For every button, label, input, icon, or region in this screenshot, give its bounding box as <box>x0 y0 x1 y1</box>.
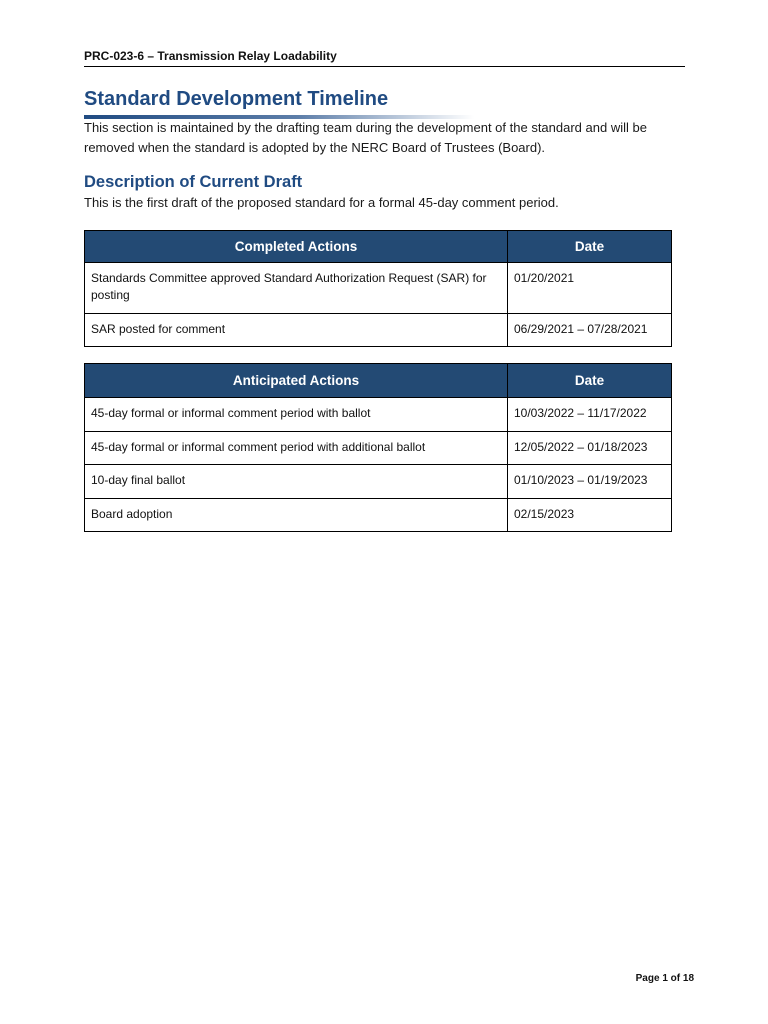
action-cell: Standards Committee approved Standard Authorization Request (SAR) for posting <box>85 263 508 314</box>
action-cell: 10-day final ballot <box>85 465 508 499</box>
date-cell: 10/03/2022 – 11/17/2022 <box>508 398 672 432</box>
action-cell: SAR posted for comment <box>85 314 508 347</box>
document-id-title: PRC-023-6 – Transmission Relay Loadability <box>84 49 337 63</box>
action-cell: 45-day formal or informal comment period with additional ballot <box>85 431 508 465</box>
action-cell: 45-day formal or informal comment period with ballot <box>85 398 508 432</box>
table-row <box>85 314 672 347</box>
table-row <box>85 465 672 499</box>
table-row <box>85 431 672 465</box>
column-header-date: Date <box>508 364 672 398</box>
date-cell: 12/05/2022 – 01/18/2023 <box>508 431 672 465</box>
table-header-row <box>85 231 672 263</box>
date-cell: 02/15/2023 <box>508 498 672 532</box>
page-number: Page 1 of 18 <box>635 973 694 984</box>
running-header <box>84 47 685 67</box>
current-draft-heading: Description of Current Draft <box>84 173 303 191</box>
column-header-date: Date <box>508 231 672 263</box>
table-row <box>85 498 672 532</box>
date-cell: 06/29/2021 – 07/28/2021 <box>508 314 672 347</box>
date-cell: 01/20/2021 <box>508 263 672 314</box>
anticipated-actions-table <box>84 363 672 532</box>
column-header-anticipated-actions: Anticipated Actions <box>85 364 508 398</box>
section-title: Standard Development Timeline <box>84 88 389 110</box>
table-header-row <box>85 364 672 398</box>
column-header-completed-actions: Completed Actions <box>85 231 508 263</box>
current-draft-paragraph: This is the first draft of the proposed standard for a formal 45-day comment period. <box>84 195 559 210</box>
completed-actions-table <box>84 230 672 347</box>
table-row <box>85 263 672 314</box>
table-row <box>85 398 672 432</box>
action-cell: Board adoption <box>85 498 508 532</box>
section-intro-paragraph: This section is maintained by the drafting team during the development of the standard and will be removed when the standard is adopted by the NERC Board of Trustees (Board). <box>84 120 647 155</box>
date-cell: 01/10/2023 – 01/19/2023 <box>508 465 672 499</box>
